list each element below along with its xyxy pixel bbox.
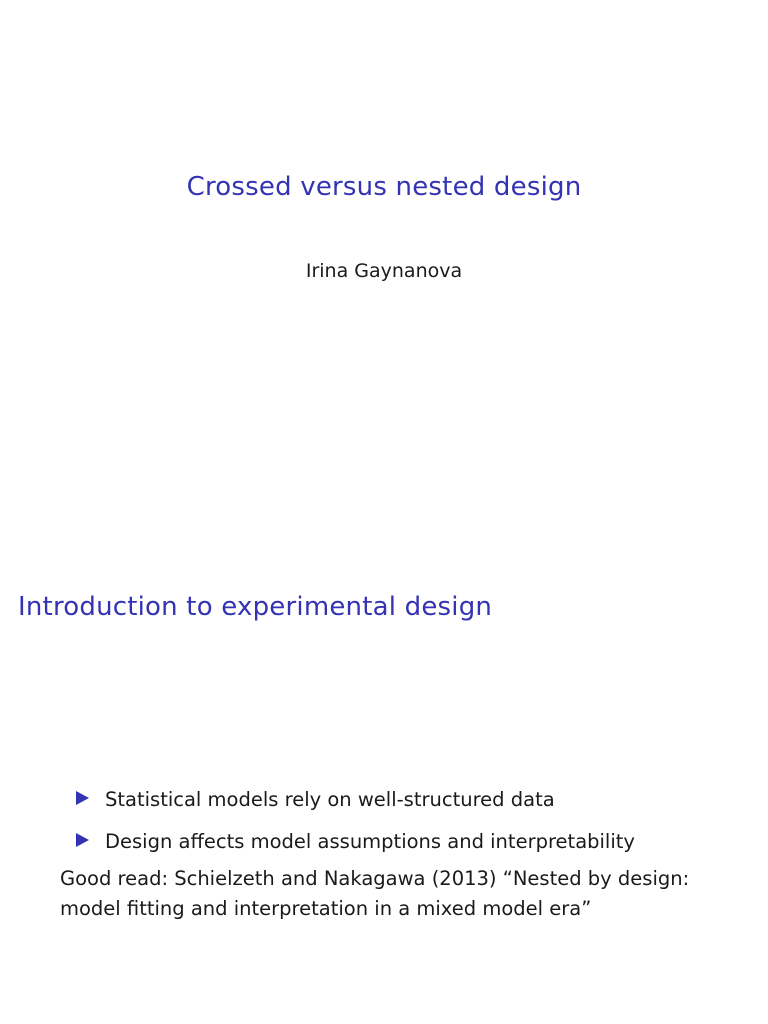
triangle-bullet-icon	[76, 791, 89, 805]
presentation-title: Crossed versus nested design	[186, 172, 582, 202]
author-name: Irina Gaynanova	[305, 260, 463, 282]
good-read-line: model fitting and interpretation in a mixed model era”	[60, 897, 592, 920]
bullet-text: Statistical models rely on well-structured data	[105, 787, 555, 811]
good-read-line: Good read: Schielzeth and Nakagawa (2013) “Nested by design:	[60, 867, 690, 890]
bullet-list	[76, 778, 635, 862]
bullet-text: Design affects model assumptions and interpretability	[105, 829, 635, 853]
good-read-reference	[60, 864, 740, 924]
slide-title: Introduction to experimental design	[18, 592, 493, 622]
triangle-bullet-icon	[76, 833, 89, 847]
intro-slide	[0, 510, 768, 1024]
bullet-item	[76, 778, 635, 820]
title-slide	[0, 0, 768, 510]
bullet-item	[76, 820, 635, 862]
